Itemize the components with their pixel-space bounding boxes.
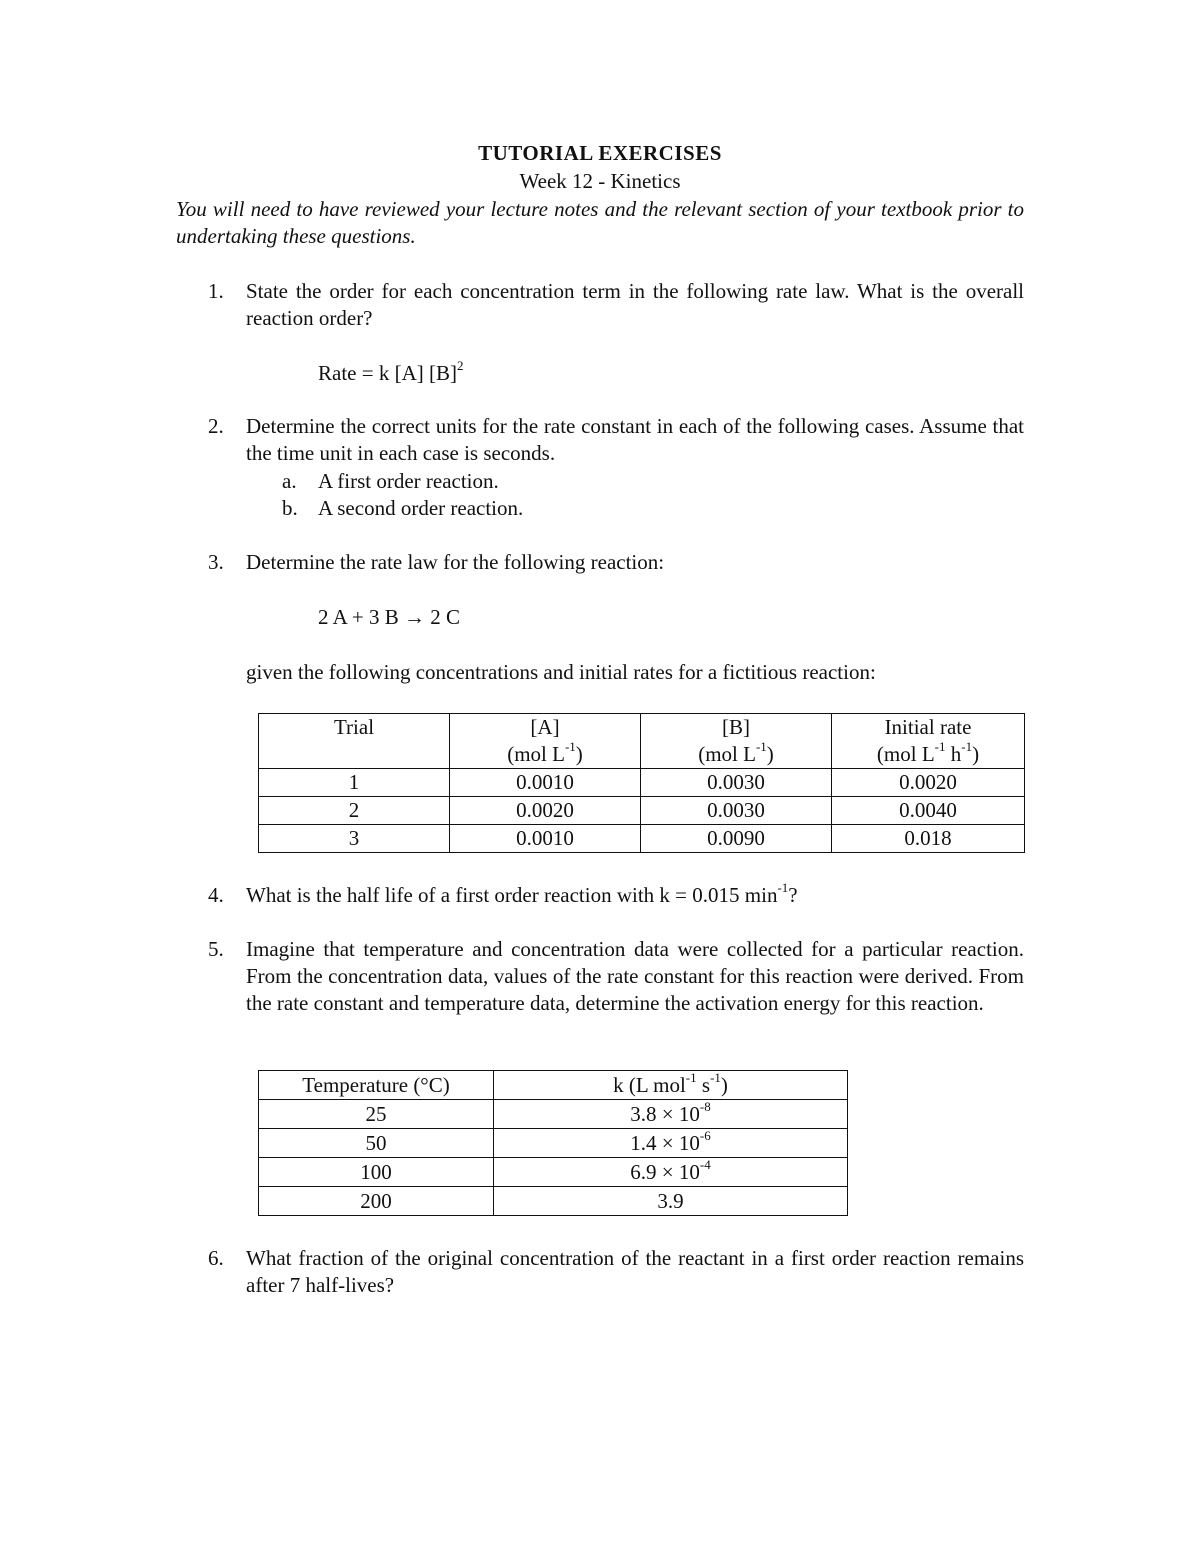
table-row: 25 $3.8 \times 10^{-8}$ [259,1100,848,1129]
table-row: 3 0.0010 0.0090 0.018 [259,825,1025,853]
table-row: 1 0.0010 0.0030 0.0020 [259,769,1025,797]
equation-text: Rate = k [A] [B] [318,361,457,385]
question-number: 4. [208,883,224,907]
question-6 [210,1245,1024,1299]
question-2 [210,413,1024,467]
question-number: 6. [208,1246,224,1270]
table-row: 2 0.0020 0.0030 0.0040 [259,797,1025,825]
question-4 [210,882,1024,909]
question-1 [210,278,1024,332]
equation-exponent: 2 [456,358,464,373]
header-conc-b: [B] (mol $L^{-1}$) [641,714,832,769]
header-rate-constant: k (L mol$^{-1}$ $s^{-1}$) [494,1071,848,1100]
question-5 [210,936,1024,1017]
question-text: State the order for each concentration term in the following rate law. What is the overall reaction order? [246,279,1024,330]
intro-text: You will need to have reviewed your lecture notes and the relevant section of your textbook prior to undertaking these questions. [176,197,1024,248]
sub-item-text: A second order reaction. [318,496,524,520]
rate-data-table [258,713,1025,853]
question-3 [210,549,1024,576]
table-row: 50 $1.4 \times 10^{-6}$ [259,1129,848,1158]
page-title: TUTORIAL EXERCISES [478,141,722,165]
question-text: Determine the rate law for the following reaction: [246,550,665,574]
question-number: 1. [208,279,224,303]
question-number: 3. [208,550,224,574]
question-text: What fraction of the original concentration of the reactant in a first order reaction remains after 7 half-lives? [246,1246,1024,1297]
rate-constant-table [258,1070,848,1216]
rate-law-equation [318,360,463,387]
question-text: Determine the correct units for the rate constant in each of the following cases. Assume that the time unit in each case is seconds. [246,414,1024,465]
header-temperature: Temperature (°C) [259,1071,494,1100]
followup-text: given the following concentrations and initial rates for a fictitious reaction: [246,660,876,684]
table-header-row [259,1071,848,1100]
question-3-followup [210,659,1024,686]
sub-item-label: a. [282,469,297,493]
table-header-row [259,714,1025,769]
table-row: 100 $6.9 \times 10^{-4}$ [259,1158,848,1187]
question-text: What is the half life of a first order reaction with k = 0.015 $\min^{-1}$? [246,880,798,907]
header-trial: Trial [259,714,450,769]
question-text: Imagine that temperature and concentration data were collected for a particular reaction. From the concentration data, values of the rate constant for this reaction were derived. From the rate constant and temperature data, determine the activation energy for this reaction. [246,937,1024,1015]
sub-item-label: b. [282,496,298,520]
reaction-equation: 2 A + 3 B → 2 C [318,605,460,629]
header-conc-a: [A] (mol $L^{-1}$) [450,714,641,769]
header-initial-rate: Initial rate (mol $L^{-1}$ $h^{-1}$) [832,714,1025,769]
question-number: 2. [208,414,224,438]
page-subtitle: Week 12 - Kinetics [519,169,681,193]
table-row: 200 3.9 [259,1187,848,1216]
sub-item-text: A first order reaction. [318,469,499,493]
question-number: 5. [208,937,224,961]
